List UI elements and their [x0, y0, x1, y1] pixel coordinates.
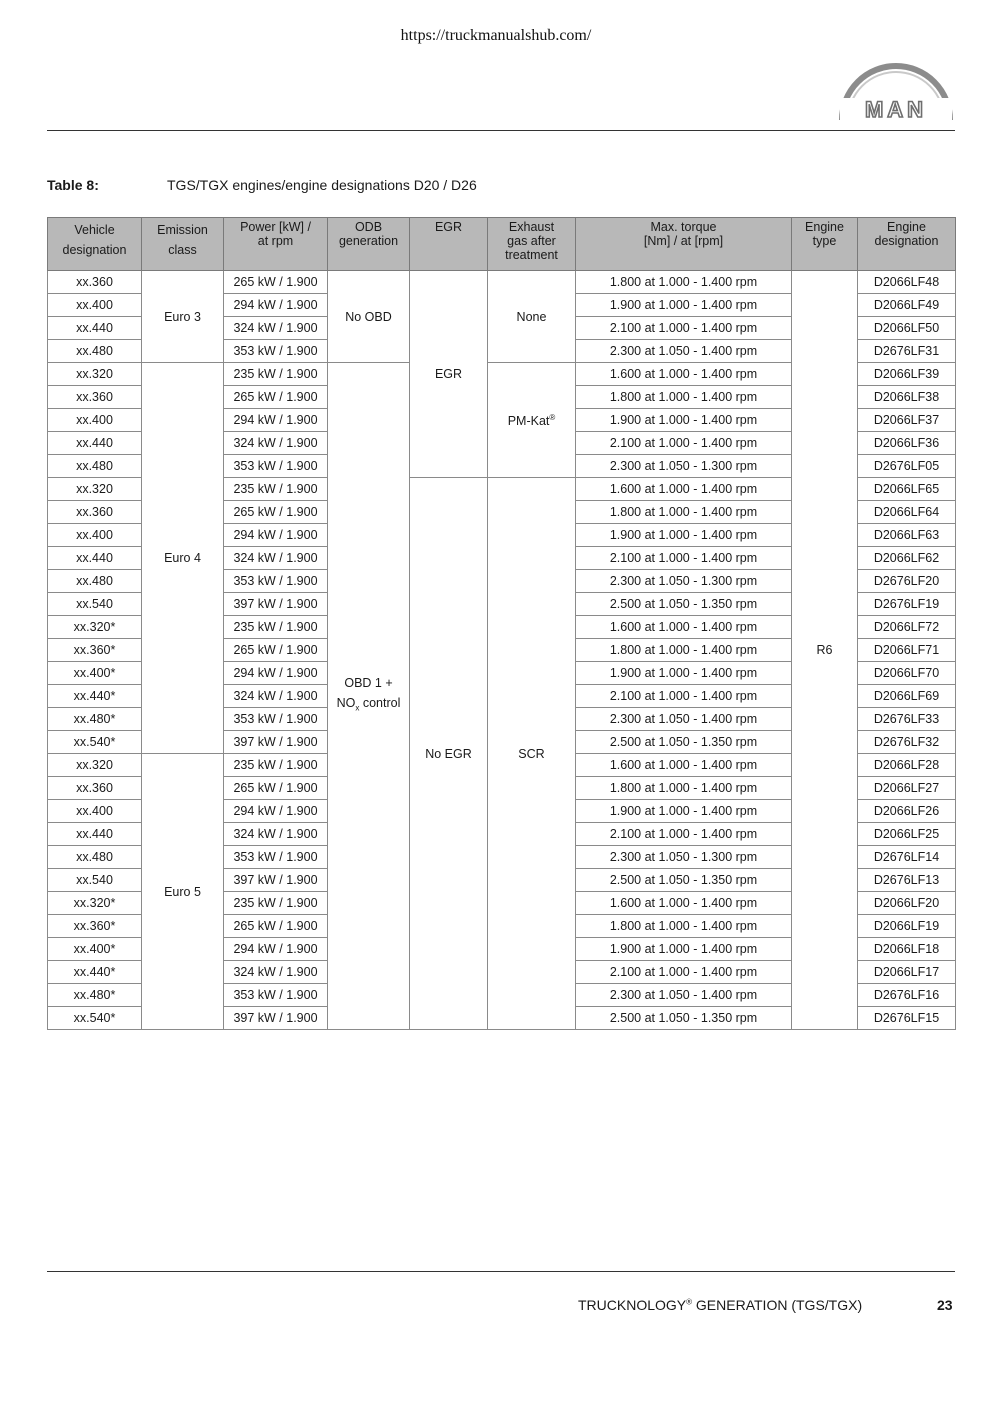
vehicle-designation-cell: xx.320	[48, 478, 142, 501]
registered-mark: ®	[686, 1297, 693, 1307]
max-torque-cell: 1.600 at 1.000 - 1.400 rpm	[576, 892, 792, 915]
header-egr: EGR	[410, 218, 488, 271]
header-rule	[47, 130, 955, 131]
engine-type-r6: R6	[792, 271, 858, 1030]
power-cell: 324 kW / 1.900	[224, 547, 328, 570]
engine-designation-cell: D2676LF33	[858, 708, 956, 731]
logo-text: MAN	[864, 97, 928, 122]
power-cell: 294 kW / 1.900	[224, 662, 328, 685]
max-torque-cell: 2.300 at 1.050 - 1.300 rpm	[576, 570, 792, 593]
max-torque-cell: 1.800 at 1.000 - 1.400 rpm	[576, 777, 792, 800]
max-torque-cell: 1.600 at 1.000 - 1.400 rpm	[576, 363, 792, 386]
page-number: 23	[937, 1297, 953, 1313]
vehicle-designation-cell: xx.400*	[48, 938, 142, 961]
engine-designation-cell: D2676LF31	[858, 340, 956, 363]
power-cell: 265 kW / 1.900	[224, 386, 328, 409]
max-torque-cell: 2.100 at 1.000 - 1.400 rpm	[576, 547, 792, 570]
header-odb-generation: ODB generation	[328, 218, 410, 271]
vehicle-designation-cell: xx.400	[48, 524, 142, 547]
max-torque-cell: 1.600 at 1.000 - 1.400 rpm	[576, 754, 792, 777]
power-cell: 353 kW / 1.900	[224, 570, 328, 593]
vehicle-designation-cell: xx.360	[48, 271, 142, 294]
exhaust-pm-kat	[488, 363, 576, 478]
exhaust-none: None	[488, 271, 576, 363]
engine-designation-cell: D2066LF37	[858, 409, 956, 432]
engine-designation-cell: D2066LF19	[858, 915, 956, 938]
engine-designation-cell: D2066LF72	[858, 616, 956, 639]
vehicle-designation-cell: xx.540	[48, 593, 142, 616]
odb-no-obd: No OBD	[328, 271, 410, 363]
max-torque-cell: 1.800 at 1.000 - 1.400 rpm	[576, 639, 792, 662]
vehicle-designation-cell: xx.360	[48, 386, 142, 409]
max-torque-cell: 1.800 at 1.000 - 1.400 rpm	[576, 501, 792, 524]
max-torque-cell: 2.100 at 1.000 - 1.400 rpm	[576, 317, 792, 340]
power-cell: 324 kW / 1.900	[224, 432, 328, 455]
max-torque-cell: 1.800 at 1.000 - 1.400 rpm	[576, 271, 792, 294]
power-cell: 265 kW / 1.900	[224, 915, 328, 938]
vehicle-designation-cell: xx.360*	[48, 639, 142, 662]
power-cell: 265 kW / 1.900	[224, 271, 328, 294]
vehicle-designation-cell: xx.480	[48, 340, 142, 363]
engine-designation-cell: D2066LF28	[858, 754, 956, 777]
power-cell: 397 kW / 1.900	[224, 731, 328, 754]
vehicle-designation-cell: xx.400*	[48, 662, 142, 685]
vehicle-designation-cell: xx.320	[48, 363, 142, 386]
egr-yes: EGR	[410, 271, 488, 478]
power-cell: 294 kW / 1.900	[224, 294, 328, 317]
power-cell: 294 kW / 1.900	[224, 800, 328, 823]
power-cell: 397 kW / 1.900	[224, 1007, 328, 1030]
power-cell: 265 kW / 1.900	[224, 639, 328, 662]
engine-table	[47, 217, 956, 1030]
vehicle-designation-cell: xx.480*	[48, 708, 142, 731]
engine-designation-cell: D2066LF49	[858, 294, 956, 317]
engine-designation-cell: D2066LF65	[858, 478, 956, 501]
odb-nox-subscript: x	[355, 703, 360, 713]
max-torque-cell: 2.300 at 1.050 - 1.400 rpm	[576, 984, 792, 1007]
vehicle-designation-cell: xx.540*	[48, 1007, 142, 1030]
max-torque-cell: 2.300 at 1.050 - 1.400 rpm	[576, 708, 792, 731]
table-caption	[47, 177, 477, 193]
engine-designation-cell: D2066LF36	[858, 432, 956, 455]
max-torque-cell: 1.600 at 1.000 - 1.400 rpm	[576, 478, 792, 501]
max-torque-cell: 2.300 at 1.050 - 1.300 rpm	[576, 455, 792, 478]
header-exhaust-treatment: Exhaust gas after treatment	[488, 218, 576, 271]
engine-designation-cell: D2066LF25	[858, 823, 956, 846]
vehicle-designation-cell: xx.400	[48, 409, 142, 432]
max-torque-cell: 1.900 at 1.000 - 1.400 rpm	[576, 294, 792, 317]
power-cell: 235 kW / 1.900	[224, 892, 328, 915]
vehicle-designation-cell: xx.480	[48, 570, 142, 593]
engine-designation-cell: D2066LF39	[858, 363, 956, 386]
engine-designation-cell: D2066LF50	[858, 317, 956, 340]
power-cell: 265 kW / 1.900	[224, 501, 328, 524]
pm-kat-label: PM-Kat	[507, 414, 550, 429]
max-torque-cell: 2.100 at 1.000 - 1.400 rpm	[576, 823, 792, 846]
power-cell: 324 kW / 1.900	[224, 317, 328, 340]
vehicle-designation-cell: xx.400	[48, 800, 142, 823]
engine-designation-cell: D2066LF38	[858, 386, 956, 409]
max-torque-cell: 2.300 at 1.050 - 1.400 rpm	[576, 340, 792, 363]
max-torque-cell: 1.800 at 1.000 - 1.400 rpm	[576, 915, 792, 938]
max-torque-cell: 1.900 at 1.000 - 1.400 rpm	[576, 524, 792, 547]
vehicle-designation-cell: xx.480*	[48, 984, 142, 1007]
power-cell: 235 kW / 1.900	[224, 754, 328, 777]
header-emission-class: Emission class	[142, 218, 224, 271]
egr-no: No EGR	[410, 478, 488, 1030]
header-power: Power [kW] / at rpm	[224, 218, 328, 271]
odb-nox-label: NO	[336, 696, 356, 711]
engine-designation-cell: D2066LF20	[858, 892, 956, 915]
registered-mark: ®	[549, 413, 556, 423]
max-torque-cell: 2.500 at 1.050 - 1.350 rpm	[576, 731, 792, 754]
vehicle-designation-cell: xx.480	[48, 455, 142, 478]
vehicle-designation-cell: xx.440	[48, 823, 142, 846]
emission-class-euro3: Euro 3	[142, 271, 224, 363]
engine-designation-cell: D2676LF05	[858, 455, 956, 478]
max-torque-cell: 2.100 at 1.000 - 1.400 rpm	[576, 961, 792, 984]
power-cell: 235 kW / 1.900	[224, 478, 328, 501]
power-cell: 294 kW / 1.900	[224, 524, 328, 547]
vehicle-designation-cell: xx.480	[48, 846, 142, 869]
max-torque-cell: 2.300 at 1.050 - 1.300 rpm	[576, 846, 792, 869]
power-cell: 235 kW / 1.900	[224, 363, 328, 386]
engine-designation-cell: D2676LF32	[858, 731, 956, 754]
vehicle-designation-cell: xx.400	[48, 294, 142, 317]
man-logo	[836, 54, 956, 124]
power-cell: 294 kW / 1.900	[224, 409, 328, 432]
max-torque-cell: 2.500 at 1.050 - 1.350 rpm	[576, 593, 792, 616]
vehicle-designation-cell: xx.320*	[48, 892, 142, 915]
vehicle-designation-cell: xx.440*	[48, 685, 142, 708]
power-cell: 353 kW / 1.900	[224, 340, 328, 363]
table-body	[48, 271, 956, 1030]
footer-title-prefix: TRUCKNOLOGY	[578, 1297, 687, 1313]
engine-designation-cell: D2066LF18	[858, 938, 956, 961]
vehicle-designation-cell: xx.360	[48, 777, 142, 800]
power-cell: 353 kW / 1.900	[224, 846, 328, 869]
engine-designation-cell: D2066LF27	[858, 777, 956, 800]
header-engine-designation: Engine designation	[858, 218, 956, 271]
max-torque-cell: 2.100 at 1.000 - 1.400 rpm	[576, 432, 792, 455]
power-cell: 397 kW / 1.900	[224, 869, 328, 892]
max-torque-cell: 2.100 at 1.000 - 1.400 rpm	[576, 685, 792, 708]
engine-designation-cell: D2066LF26	[858, 800, 956, 823]
emission-class-euro5: Euro 5	[142, 754, 224, 1030]
engine-designation-cell: D2676LF15	[858, 1007, 956, 1030]
engine-designation-cell: D2066LF63	[858, 524, 956, 547]
max-torque-cell: 1.600 at 1.000 - 1.400 rpm	[576, 616, 792, 639]
engine-designation-cell: D2676LF14	[858, 846, 956, 869]
power-cell: 324 kW / 1.900	[224, 823, 328, 846]
power-cell: 324 kW / 1.900	[224, 685, 328, 708]
power-cell: 353 kW / 1.900	[224, 708, 328, 731]
engine-designation-cell: D2066LF48	[858, 271, 956, 294]
engine-designation-cell: D2676LF19	[858, 593, 956, 616]
vehicle-designation-cell: xx.540	[48, 869, 142, 892]
table-number: Table 8:	[47, 177, 99, 193]
header-engine-type: Engine type	[792, 218, 858, 271]
engine-designation-cell: D2066LF69	[858, 685, 956, 708]
odb-control-label: control	[359, 696, 401, 711]
power-cell: 324 kW / 1.900	[224, 961, 328, 984]
header-vehicle-designation: Vehicle designation	[48, 218, 142, 271]
engine-designation-cell: D2066LF71	[858, 639, 956, 662]
table-row	[48, 271, 956, 294]
header-row	[48, 218, 956, 271]
engine-designation-cell: D2676LF20	[858, 570, 956, 593]
power-cell: 294 kW / 1.900	[224, 938, 328, 961]
vehicle-designation-cell: xx.440	[48, 432, 142, 455]
vehicle-designation-cell: xx.540*	[48, 731, 142, 754]
power-cell: 265 kW / 1.900	[224, 777, 328, 800]
max-torque-cell: 1.900 at 1.000 - 1.400 rpm	[576, 662, 792, 685]
footer-title	[578, 1297, 862, 1313]
exhaust-scr: SCR	[488, 478, 576, 1030]
max-torque-cell: 2.500 at 1.050 - 1.350 rpm	[576, 1007, 792, 1030]
vehicle-designation-cell: xx.320*	[48, 616, 142, 639]
source-url: https://truckmanualshub.com/	[400, 27, 592, 44]
engine-designation-cell: D2676LF13	[858, 869, 956, 892]
vehicle-designation-cell: xx.440*	[48, 961, 142, 984]
odb-obd1-label: OBD 1 +	[344, 676, 393, 691]
engine-designation-cell: D2066LF64	[858, 501, 956, 524]
max-torque-cell: 1.800 at 1.000 - 1.400 rpm	[576, 386, 792, 409]
engine-designation-cell: D2066LF70	[858, 662, 956, 685]
power-cell: 353 kW / 1.900	[224, 984, 328, 1007]
engine-designation-cell: D2066LF17	[858, 961, 956, 984]
footer-title-suffix: GENERATION (TGS/TGX)	[692, 1297, 863, 1313]
power-cell: 235 kW / 1.900	[224, 616, 328, 639]
emission-class-euro4: Euro 4	[142, 363, 224, 754]
vehicle-designation-cell: xx.360*	[48, 915, 142, 938]
power-cell: 353 kW / 1.900	[224, 455, 328, 478]
table-title: TGS/TGX engines/engine designations D20 / D26	[167, 177, 477, 193]
power-cell: 397 kW / 1.900	[224, 593, 328, 616]
engine-designation-cell: D2066LF62	[858, 547, 956, 570]
vehicle-designation-cell: xx.440	[48, 317, 142, 340]
odb-obd1-nox	[328, 363, 410, 1030]
max-torque-cell: 2.500 at 1.050 - 1.350 rpm	[576, 869, 792, 892]
header-max-torque: Max. torque [Nm] / at [rpm]	[576, 218, 792, 271]
vehicle-designation-cell: xx.320	[48, 754, 142, 777]
vehicle-designation-cell: xx.360	[48, 501, 142, 524]
max-torque-cell: 1.900 at 1.000 - 1.400 rpm	[576, 938, 792, 961]
max-torque-cell: 1.900 at 1.000 - 1.400 rpm	[576, 800, 792, 823]
footer-rule	[47, 1271, 955, 1272]
vehicle-designation-cell: xx.440	[48, 547, 142, 570]
max-torque-cell: 1.900 at 1.000 - 1.400 rpm	[576, 409, 792, 432]
engine-designation-cell: D2676LF16	[858, 984, 956, 1007]
